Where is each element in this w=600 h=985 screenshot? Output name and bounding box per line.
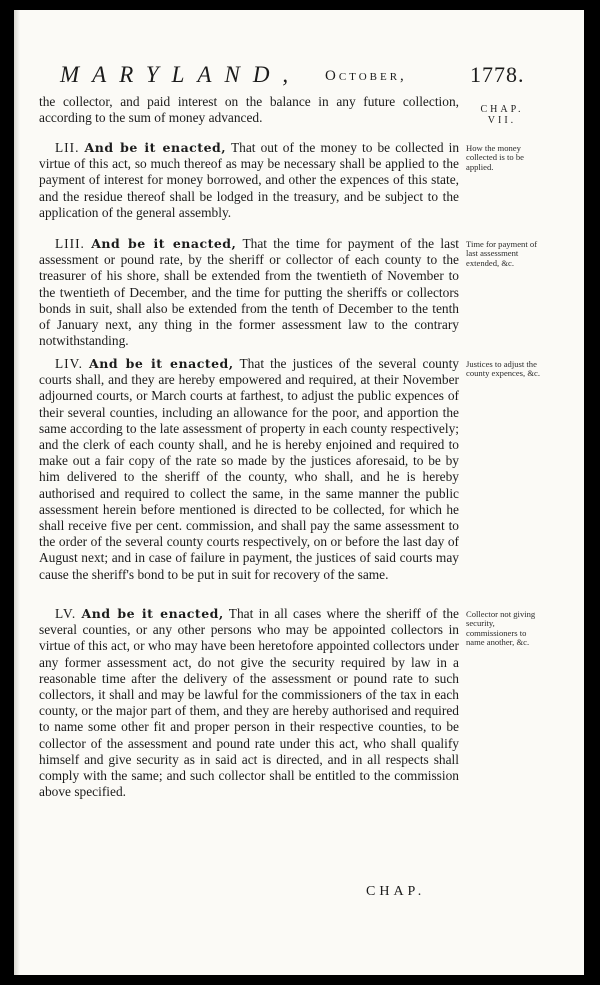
book-page	[14, 10, 584, 975]
header-year: 1778.	[470, 62, 525, 87]
section-body: That the time for payment of the last assessment or pound rate, by the sheriff or collector of each county to the treasurer of his shore, shall be extended from the twentieth of November to the twentieth of December, and the time for putting the sheriffs or collectors bonds in suit, shall also be extended from the tenth of December to the tenth of January next, any thing in the former assessment law to the contrary notwithstanding.	[39, 236, 459, 349]
section-lii	[39, 140, 459, 221]
enacting-clause: And be it enacted,	[91, 236, 237, 251]
enacting-clause: And be it enacted,	[81, 606, 224, 621]
margin-note-liii: Time for payment of last assessment extended, &c.	[466, 239, 538, 268]
margin-note-lii: How the money collected is to be applied.	[466, 143, 524, 172]
section-body: That the justices of the several county courts shall, and they are hereby empowered and required, at their November adjourned courts, or March courts at farthest, to adjust the public expences of their several counties, including an allowance for the poor, and apportion the same according to the late assessment of property in each county respectively; and the clerk of each county shall, and he is hereby enjoined and required to make out a fair copy of the rate so made by the justices aforesaid, to be by him delivered to the sheriff of the county, who shall, and he is hereby authorised and required to collect the same, in the same manner the public assessment herein before mentioned is directed to be collected, for which he shall receive five per cent. commission, and shall pay the same assessment to the order of the several county courts respectively, on or before the last day of August next; and in case of failure in payment, the justices of said courts may cause the sheriff's bond to be put in suit for recovery of the same.	[39, 356, 459, 582]
enacting-clause: And be it enacted,	[89, 356, 234, 371]
chapter-label: CHAP.	[480, 104, 524, 115]
section-text	[39, 606, 459, 800]
chapter-number: VII.	[487, 115, 517, 126]
opening-paragraph	[39, 94, 459, 126]
section-text	[39, 140, 459, 221]
section-lv	[39, 606, 459, 800]
section-body: That in all cases where the sheriff of the several counties, or any other persons who may be appointed collectors in virtue of this act, or who may have been heretofore appointed collectors under any former assessment act, do not give the security required by law in a reasonable time after the delivery of the assessment or pound rate to such collectors, it shall and may be lawful for the commissioners of the tax in each county, or the major part of them, and they are hereby authorised and required to name some other fit and proper person in their respective counties, to be collector of the assessment and pound rate under this act, who shall qualify himself and give security as in said act is directed, and in all respects shall comply with the same; and such collector shall be entitled to the commission above specified.	[39, 606, 459, 800]
chapter-marker	[470, 104, 534, 126]
section-number: LIV.	[55, 356, 83, 371]
page-gutter-shadow	[14, 10, 20, 975]
section-number: LV.	[55, 606, 77, 621]
section-number: LIII.	[55, 236, 85, 251]
section-text	[39, 236, 459, 349]
catchword: CHAP.	[366, 884, 426, 899]
section-number: LII.	[55, 140, 80, 155]
section-liv	[39, 356, 459, 583]
enacting-clause: And be it enacted,	[84, 140, 227, 155]
margin-note-liv: Justices to adjust the county expences, &c.	[466, 359, 540, 379]
running-header	[60, 62, 560, 92]
margin-note-lv: Collector not giving security, commissioners to name another, &c.	[466, 609, 536, 648]
header-state: MARYLAND,	[60, 62, 302, 87]
section-text	[39, 356, 459, 583]
header-month: October,	[325, 68, 407, 84]
opening-text: the collector, and paid interest on the balance in any future collection, according to the sum of money advanced.	[39, 94, 459, 126]
section-liii	[39, 236, 459, 349]
section-body: That out of the money to be collected in virtue of this act, so much thereof as may be necessary shall be applied to the payment of interest for money borrowed, and other the expences of this state, and the residue thereof shall be lodged in the treasury, and be subject to the application of the general assembly.	[39, 140, 460, 220]
